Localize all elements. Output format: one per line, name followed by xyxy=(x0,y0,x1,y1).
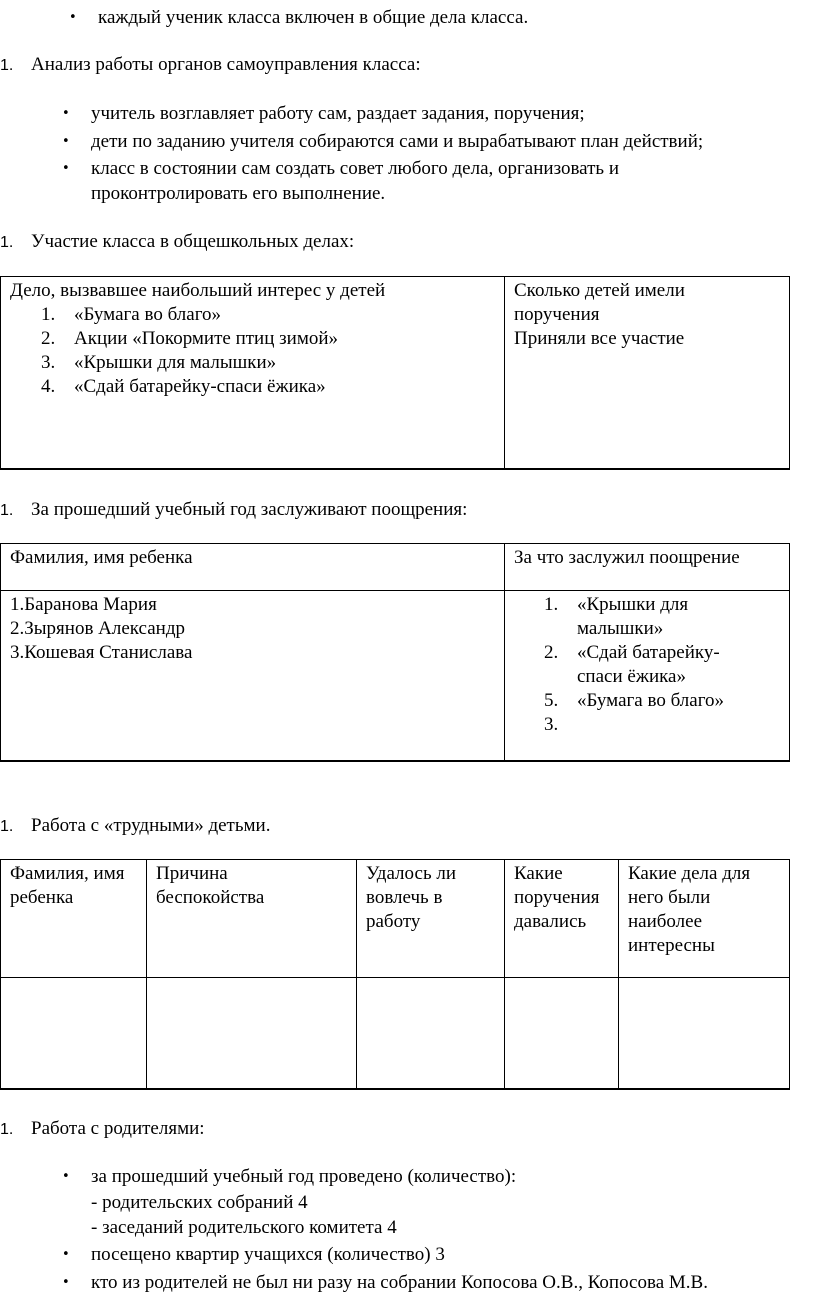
empty-cell xyxy=(619,978,790,1089)
header-involved: Удалось ли вовлечь в работу xyxy=(357,860,505,978)
difficult-children-table xyxy=(0,859,790,1090)
rewards-table xyxy=(0,543,790,762)
student-name: 1.Баранова Мария xyxy=(10,594,157,615)
parents-bullet: • кто из родителей не был ни разу на собрании Копосова О.В., Копосова М.В. xyxy=(91,1271,708,1295)
event-item: 2. Акции «Покормите птиц зимой» xyxy=(41,328,339,349)
parents-bullet: • посещено квартир учащихся (количество) 3 xyxy=(91,1243,445,1267)
section-number: 1. xyxy=(0,57,14,74)
section-heading-difficult: Работа с «трудными» детьми. xyxy=(31,815,271,836)
header-interests: Какие дела для него были наиболее интересны xyxy=(619,860,790,978)
events-list xyxy=(10,303,499,399)
participation-value: Приняли все участие xyxy=(514,328,685,349)
parents-sub-item: - родительских собраний 4 xyxy=(91,1192,308,1213)
section-heading-rewards: За прошедший учебный год заслуживают поощрения: xyxy=(31,499,468,520)
parents-bullet: • за прошедший учебный год проведено (количество): xyxy=(91,1165,516,1189)
header-name: Фамилия, имя ребенка xyxy=(1,860,147,978)
reason-item: 2. «Сдай батарейку- спаси ёжика» xyxy=(544,642,720,687)
rewards-header-reason: За что заслужил поощрение xyxy=(505,544,790,591)
bullet-item-continuation: проконтролировать его выполнение. xyxy=(91,183,386,204)
events-cell xyxy=(1,277,505,469)
header-assignments: Какие поручения давались xyxy=(505,860,619,978)
bullet-item: • класс в состоянии сам создать совет любого дела, организовать и xyxy=(91,157,619,181)
participation-header-line1: Сколько детей имели xyxy=(514,280,685,301)
participation-cell xyxy=(505,277,790,469)
empty-cell xyxy=(357,978,505,1089)
reasons-list xyxy=(514,593,784,737)
empty-cell xyxy=(147,978,357,1089)
events-header: Дело, вызвавшее наибольший интерес у детей xyxy=(10,280,386,301)
section-heading-school-events: Участие класса в общешкольных делах: xyxy=(31,231,355,252)
section-heading-parents: Работа с родителями: xyxy=(31,1118,205,1139)
student-name: 2.Зырянов Александр xyxy=(10,618,185,639)
reason-item: 3. xyxy=(544,714,559,735)
parents-sub-item: - заседаний родительского комитета 4 xyxy=(91,1217,397,1238)
intro-bullet: • каждый ученик класса включен в общие дела класса. xyxy=(98,6,528,30)
event-item: 1. «Бумага во благо» xyxy=(41,304,222,325)
bullet-item: • дети по заданию учителя собираются сами и вырабатывают план действий; xyxy=(91,130,703,154)
section-number: 1. xyxy=(0,818,14,835)
header-reason: Причина беспокойства xyxy=(147,860,357,978)
event-item: 3. «Крышки для малышки» xyxy=(41,352,277,373)
empty-cell xyxy=(1,978,147,1089)
reason-item: 1. «Крышки для малышки» xyxy=(544,594,689,639)
school-events-table xyxy=(0,276,790,470)
empty-cell xyxy=(505,978,619,1089)
section-number: 1. xyxy=(0,1121,14,1138)
bullet-item: • учитель возглавляет работу сам, раздает задания, поручения; xyxy=(91,102,585,126)
section-heading-self-government: Анализ работы органов самоуправления класса: xyxy=(31,54,421,75)
student-name: 3.Кошевая Станислава xyxy=(10,642,193,663)
rewards-reasons-cell xyxy=(505,591,790,761)
participation-header-line2: поручения xyxy=(514,304,600,325)
section-number: 1. xyxy=(0,234,14,251)
rewards-header-name: Фамилия, имя ребенка xyxy=(1,544,505,591)
section-number: 1. xyxy=(0,502,14,519)
reason-item: 5. «Бумага во благо» xyxy=(544,690,725,711)
rewards-students-cell xyxy=(1,591,505,761)
event-item: 4. «Сдай батарейку-спаси ёжика» xyxy=(41,376,326,397)
